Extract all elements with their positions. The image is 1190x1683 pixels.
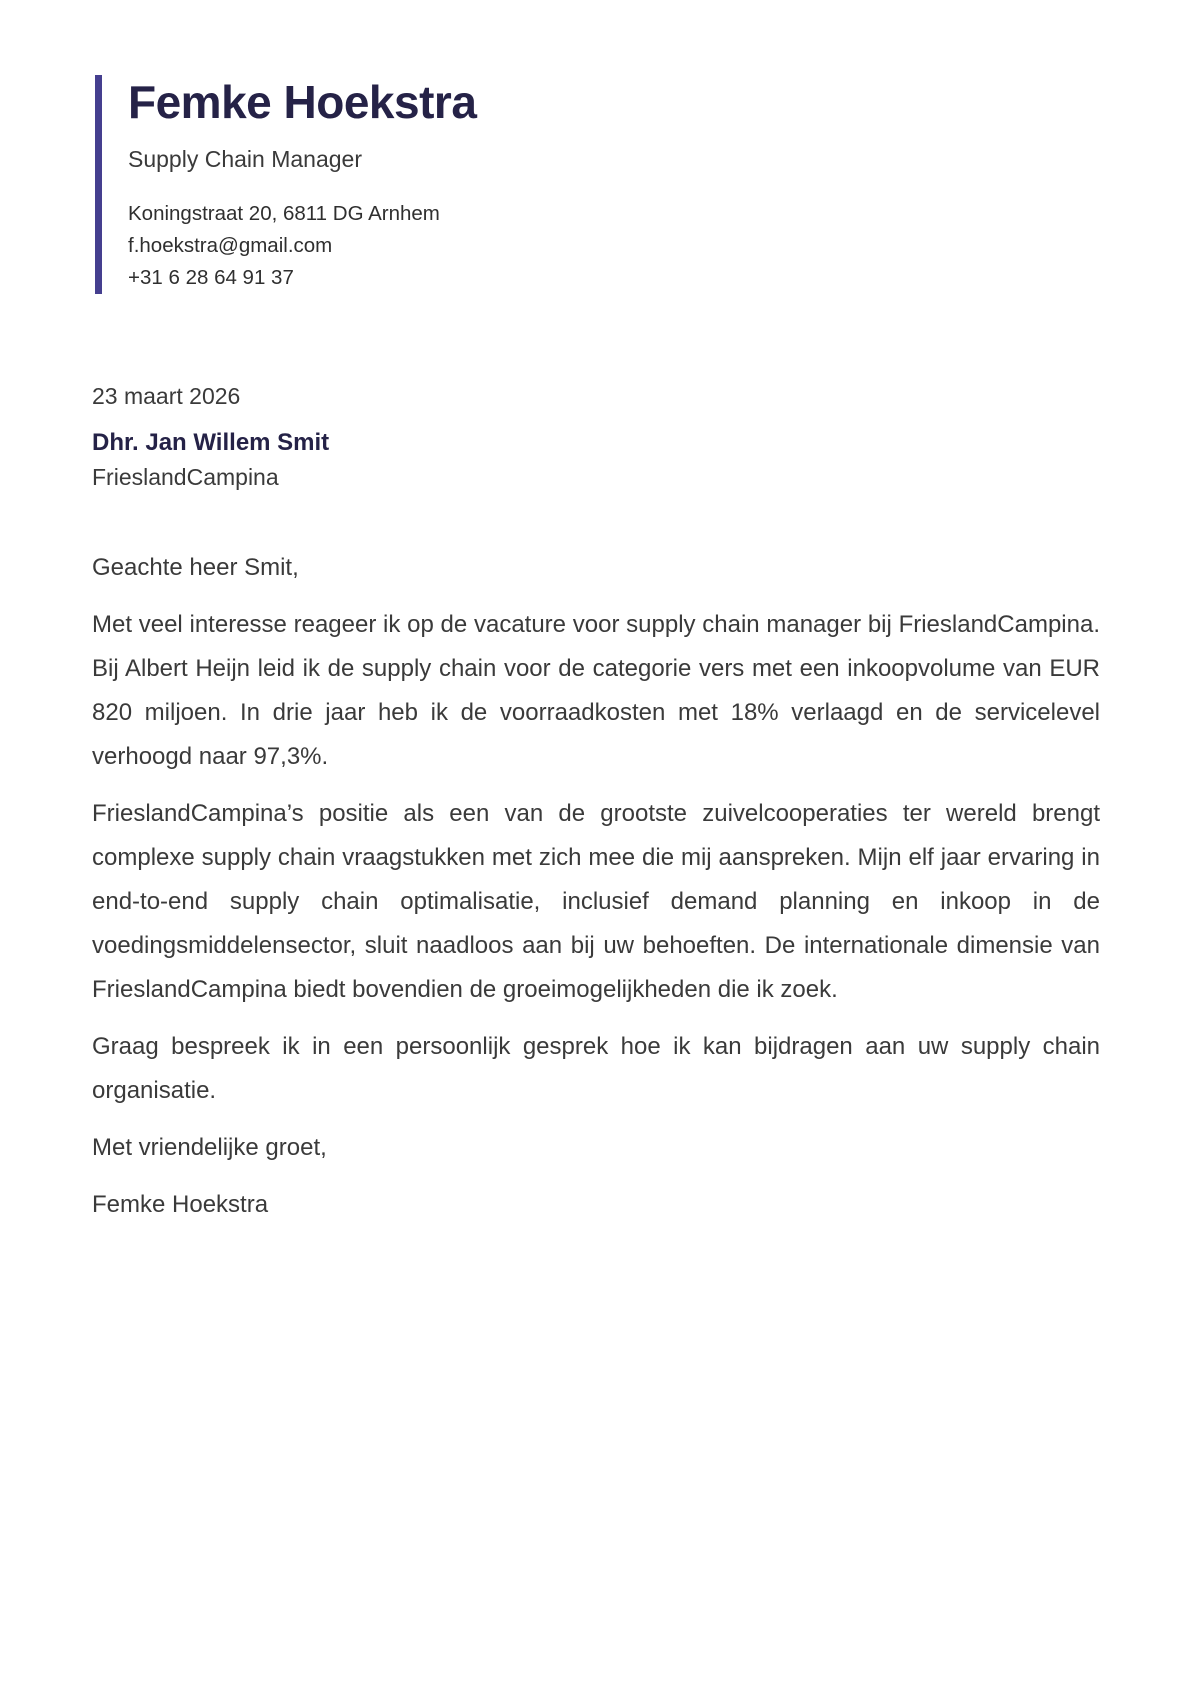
signature-name: Femke Hoekstra xyxy=(92,1191,269,1218)
applicant-job-title: Supply Chain Manager xyxy=(128,146,362,172)
recipient-company: FrieslandCampina xyxy=(92,464,279,490)
applicant-email: f.hoekstra@gmail.com xyxy=(128,234,333,257)
applicant-name: Femke Hoekstra xyxy=(128,76,477,128)
recipient-name: Dhr. Jan Willem Smit xyxy=(92,429,330,456)
letter-paragraph-1: Met veel interesse reageer ik op de vacature voor supply chain manager bij FrieslandCampina. Bij Albert Heijn leid ik de supply chain voor de categorie vers met een inkoopvolume van EUR 820 miljoen. In drie jaar heb ik de voorraadkosten met 18% verlaagd en de servicelevel verhoogd naar 97,3%. xyxy=(92,611,1100,770)
contact-block xyxy=(128,198,476,294)
letter-paragraph-3: Graag bespreek ik in een persoonlijk gesprek hoe ik kan bijdragen aan uw supply chain organisatie. xyxy=(92,1033,1100,1104)
letter-header xyxy=(95,75,1100,294)
salutation: Geachte heer Smit, xyxy=(92,554,299,581)
header-accent-bar xyxy=(95,75,102,294)
header-content xyxy=(102,75,476,294)
letter-body xyxy=(92,374,1100,1227)
recipient-block xyxy=(92,426,1100,494)
letter-paragraph-2: FrieslandCampina’s positie als een van de grootste zuivelcooperaties ter wereld brengt complexe supply chain vraagstukken met zich mee die mij aanspreken. Mijn elf jaar ervaring in end-to-end supply chain optimalisatie, inclusief demand planning en inkoop in de voedingsmiddelensector, sluit naadloos aan bij uw behoeften. De internationale dimensie van FrieslandCampina biedt bovendien de groeimogelijkheden die ik zoek. xyxy=(92,800,1100,1003)
applicant-address: Koningstraat 20, 6811 DG Arnhem xyxy=(128,202,440,225)
applicant-phone: +31 6 28 64 91 37 xyxy=(128,266,294,289)
closing-line: Met vriendelijke groet, xyxy=(92,1134,327,1161)
letter-date: 23 maart 2026 xyxy=(92,383,241,409)
